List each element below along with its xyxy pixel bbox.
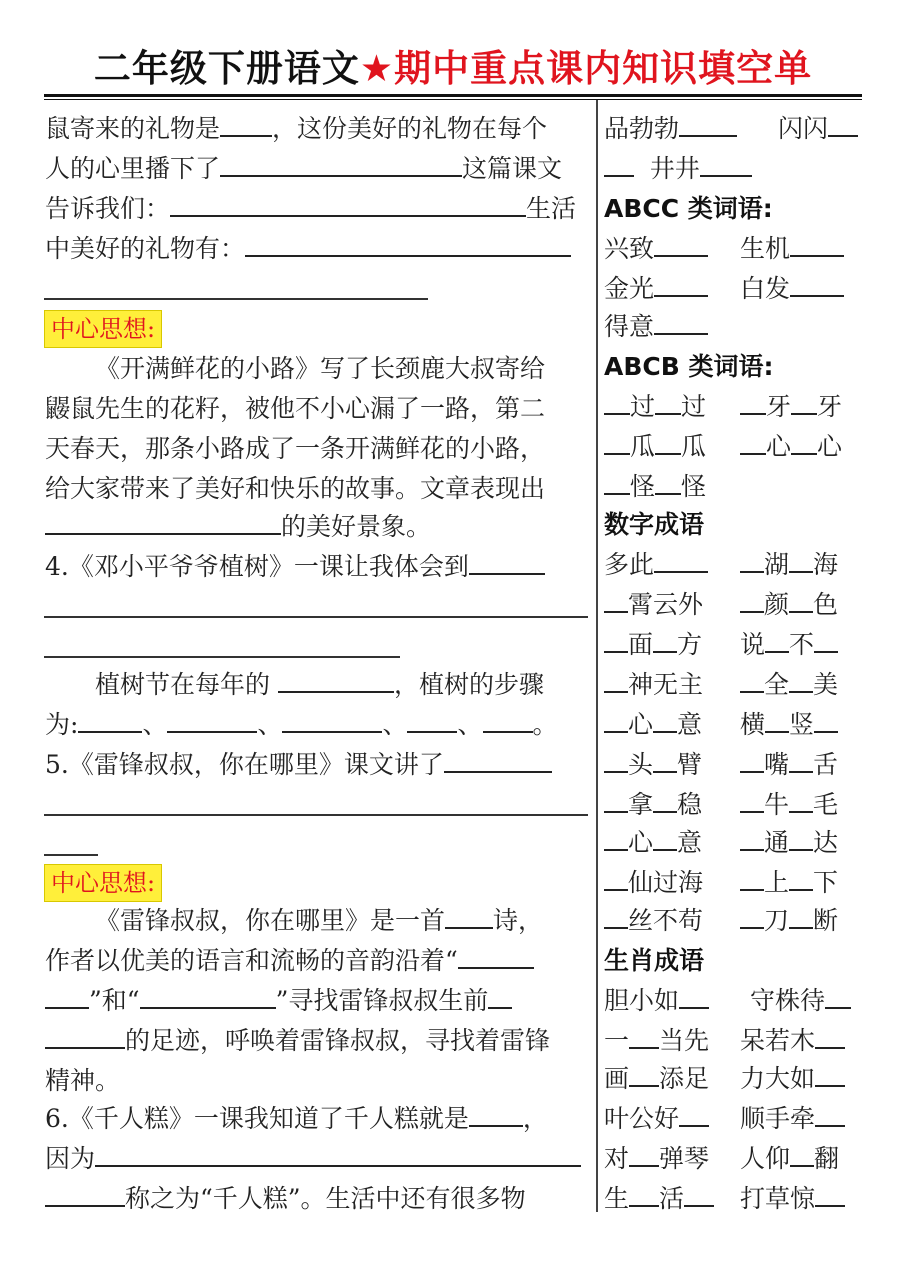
text: 心 <box>817 432 843 461</box>
poem-line-3 <box>45 984 590 1018</box>
title-rule <box>44 94 862 97</box>
zodiac-item <box>604 1142 709 1176</box>
text: 中美好的礼物有： <box>45 234 246 263</box>
blank[interactable] <box>604 827 628 851</box>
blank[interactable] <box>814 709 838 733</box>
idiom-item <box>604 588 703 622</box>
text: 白发 <box>740 274 791 303</box>
zodiac-item <box>604 1102 709 1136</box>
text: 心 <box>628 710 654 739</box>
title-red: 期中重点课内知识填空单 <box>394 47 813 90</box>
text: 闪闪 <box>778 114 829 143</box>
page-title <box>0 44 906 94</box>
blank[interactable] <box>444 749 552 773</box>
blank-line[interactable] <box>44 616 588 618</box>
idiom-item <box>740 548 838 582</box>
left-line-2 <box>45 152 590 186</box>
text: 胆小如 <box>604 986 680 1015</box>
text: 过 <box>630 392 656 421</box>
abcc-item <box>604 272 708 306</box>
text: 力大如 <box>740 1064 816 1093</box>
idiom-item <box>604 904 703 938</box>
text: 因为 <box>45 1144 96 1173</box>
blank[interactable] <box>95 1143 581 1167</box>
question-4 <box>45 550 590 584</box>
blank[interactable] <box>278 669 394 693</box>
text: 瓜 <box>681 432 707 461</box>
blank[interactable] <box>629 1063 659 1087</box>
blank[interactable] <box>445 905 493 929</box>
text: 作者以优美的语言和流畅的音韵沿着“ <box>45 946 458 975</box>
blank[interactable] <box>604 867 628 891</box>
text: 过 <box>681 392 707 421</box>
idiom-item <box>740 748 838 782</box>
blank-line[interactable] <box>44 298 428 300</box>
abcc-title: ABCC 类词语: <box>604 194 773 223</box>
text: 、 <box>457 710 483 739</box>
text: 生机 <box>740 234 791 263</box>
idiom-item <box>604 826 702 860</box>
text: 活 <box>659 1184 685 1213</box>
zodiac-item <box>740 1102 845 1136</box>
abcb-title: ABCB 类词语: <box>604 352 774 381</box>
text: 稳 <box>677 790 703 819</box>
text: 一 <box>604 1026 630 1055</box>
blank[interactable] <box>654 233 708 257</box>
text: 生 <box>604 1184 630 1213</box>
blank[interactable] <box>791 431 817 455</box>
abcb-item <box>740 430 842 464</box>
blank[interactable] <box>469 1103 523 1127</box>
text: 神无主 <box>628 670 704 699</box>
idiom-item <box>740 826 838 860</box>
text: 心 <box>628 828 654 857</box>
blank[interactable] <box>740 749 764 773</box>
blank[interactable] <box>679 985 709 1009</box>
abcc-item <box>604 310 708 344</box>
text: 毛 <box>813 790 839 819</box>
blank[interactable] <box>604 789 628 813</box>
text: 为: <box>45 710 79 739</box>
blank[interactable] <box>245 233 571 257</box>
blank[interactable] <box>790 273 844 297</box>
text: 色 <box>813 590 839 619</box>
text: 仙过海 <box>628 868 704 897</box>
idiom-item <box>740 628 838 662</box>
text: 生活 <box>526 194 577 223</box>
idiom-item <box>740 708 838 742</box>
abcb-item <box>604 470 706 504</box>
blank[interactable] <box>815 1025 845 1049</box>
title-rule-thin <box>44 99 862 100</box>
center-label-1: 中心思想: <box>44 310 162 348</box>
text: 湖 <box>764 550 790 579</box>
blank[interactable] <box>45 511 281 535</box>
blank[interactable] <box>789 749 813 773</box>
text: 告诉我们： <box>45 194 171 223</box>
blank[interactable] <box>700 153 752 177</box>
text: 诗， <box>493 906 544 935</box>
blank[interactable] <box>740 589 764 613</box>
text: 画 <box>604 1064 630 1093</box>
idiom-item <box>740 788 838 822</box>
text: 竖 <box>789 710 815 739</box>
blank[interactable] <box>679 1103 709 1127</box>
blank[interactable] <box>458 945 534 969</box>
text: 翻 <box>814 1144 840 1173</box>
text: 守株待 <box>750 986 826 1015</box>
blank[interactable] <box>604 629 628 653</box>
text: 颜 <box>764 590 790 619</box>
left-line-3 <box>45 192 590 226</box>
text: 顺手牵 <box>740 1104 816 1133</box>
idiom-item <box>740 588 838 622</box>
blank[interactable] <box>604 153 634 177</box>
text: 下 <box>813 868 839 897</box>
title-black: 二年级下册语文 <box>93 47 360 90</box>
text: 添足 <box>659 1064 710 1093</box>
idiom-item <box>604 708 702 742</box>
blank[interactable] <box>654 549 708 573</box>
text: 舌 <box>813 750 839 779</box>
text: 叶公好 <box>604 1104 680 1133</box>
text: 对 <box>604 1144 630 1173</box>
blank[interactable] <box>765 629 789 653</box>
poem-line-1 <box>45 904 640 938</box>
blank[interactable] <box>789 905 813 929</box>
abcb-item <box>740 390 842 424</box>
blank[interactable] <box>654 311 708 335</box>
blank[interactable] <box>789 549 813 573</box>
text: 人仰 <box>740 1144 791 1173</box>
text: 4.《邓小平爷爷植树》一课让我体会到 <box>45 552 469 581</box>
blank[interactable] <box>655 391 681 415</box>
idiom-item <box>604 548 708 582</box>
blank[interactable] <box>789 867 813 891</box>
zodiac-item <box>750 984 851 1018</box>
idiom-item <box>604 788 702 822</box>
text: 海 <box>813 550 839 579</box>
blank[interactable] <box>282 709 382 733</box>
tree-line-2 <box>45 708 590 742</box>
text: 美 <box>813 670 839 699</box>
blank[interactable] <box>791 391 817 415</box>
zodiac-item <box>604 1024 709 1058</box>
blank[interactable] <box>740 905 764 929</box>
zodiac-item <box>740 1182 845 1216</box>
text: 人的心里播下了 <box>45 154 221 183</box>
center-label-2: 中心思想: <box>44 864 162 902</box>
blank[interactable] <box>629 1183 659 1207</box>
text: 心 <box>766 432 792 461</box>
idiom-item <box>604 668 703 702</box>
text: 达 <box>813 828 839 857</box>
text: 金光 <box>604 274 655 303</box>
blank[interactable] <box>220 153 462 177</box>
idiom-item <box>604 748 702 782</box>
blank[interactable] <box>483 709 533 733</box>
blank[interactable] <box>604 669 628 693</box>
zodiac-item <box>740 1142 839 1176</box>
blank[interactable] <box>604 391 630 415</box>
question-6-line-3 <box>45 1182 590 1216</box>
column-divider <box>596 100 598 1212</box>
blank[interactable] <box>815 1063 845 1087</box>
blank[interactable] <box>604 589 628 613</box>
text: 牛 <box>764 790 790 819</box>
text: 牙 <box>766 392 792 421</box>
blank[interactable] <box>815 1183 845 1207</box>
blank[interactable] <box>790 233 844 257</box>
text: 的足迹，呼唤着雷锋叔叔，寻找着雷锋 <box>125 1026 551 1055</box>
text: 这篇课文 <box>462 154 563 183</box>
blank[interactable] <box>765 709 789 733</box>
right-top-2 <box>604 152 752 186</box>
question-5 <box>45 748 590 782</box>
blank[interactable] <box>789 669 813 693</box>
blank[interactable] <box>740 827 764 851</box>
blank[interactable] <box>45 1025 125 1049</box>
para-line <box>45 510 590 544</box>
blank-line[interactable] <box>44 854 98 856</box>
zodiac-idioms-title: 生肖成语 <box>604 946 705 975</box>
idiom-item <box>604 628 702 662</box>
blank[interactable] <box>825 985 851 1009</box>
blank[interactable] <box>604 905 628 929</box>
text: 丝不苟 <box>628 906 704 935</box>
text: 多此 <box>604 550 655 579</box>
abcc-item <box>604 232 708 266</box>
text: ，这份美好的礼物在每个 <box>272 114 548 143</box>
blank[interactable] <box>684 1183 714 1207</box>
blank[interactable] <box>789 827 813 851</box>
blank[interactable] <box>167 709 257 733</box>
blank[interactable] <box>790 1143 814 1167</box>
blank[interactable] <box>740 789 764 813</box>
blank[interactable] <box>653 629 677 653</box>
text: 说 <box>740 630 766 659</box>
blank[interactable] <box>740 669 764 693</box>
text: 6.《千人糕》一课我知道了千人糕就是 <box>45 1104 469 1133</box>
text: 称之为“千人糕”。生活中还有很多物 <box>125 1184 526 1213</box>
right-top-1b <box>778 112 858 146</box>
blank[interactable] <box>740 867 764 891</box>
text: 怪 <box>630 472 656 501</box>
text: 刀 <box>764 906 790 935</box>
blank[interactable] <box>629 1143 659 1167</box>
text: 的美好景象。 <box>281 512 432 541</box>
text: 呆若木 <box>740 1026 816 1055</box>
para-line: 鼹鼠先生的花籽，被他不小心漏了一路，第二 <box>45 394 546 423</box>
text: 方 <box>677 630 703 659</box>
text: 井井 <box>649 154 700 183</box>
text: 怪 <box>681 472 707 501</box>
blank[interactable] <box>45 985 89 1009</box>
blank[interactable] <box>815 1103 845 1127</box>
question-6 <box>45 1102 590 1136</box>
blank[interactable] <box>789 589 813 613</box>
text: 弹琴 <box>659 1144 710 1173</box>
tree-line-1 <box>45 668 640 702</box>
text: 、 <box>257 710 283 739</box>
star-icon: ★ <box>359 47 395 90</box>
zodiac-item <box>740 1062 845 1096</box>
text: ， <box>522 1104 548 1133</box>
text: 鼠寄来的礼物是 <box>45 114 221 143</box>
para-line: 天春天，那条小路成了一条开满鲜花的小路， <box>45 434 546 463</box>
blank-line[interactable] <box>44 656 400 658</box>
text: 头 <box>628 750 654 779</box>
text: 意 <box>677 710 703 739</box>
blank[interactable] <box>653 749 677 773</box>
blank[interactable] <box>653 827 677 851</box>
blank[interactable] <box>653 789 677 813</box>
zodiac-item <box>740 1024 845 1058</box>
abcc-item <box>740 272 844 306</box>
text: 不 <box>789 630 815 659</box>
blank[interactable] <box>740 431 766 455</box>
text: 霄云外 <box>628 590 704 619</box>
text: 全 <box>764 670 790 699</box>
blank[interactable] <box>140 985 276 1009</box>
text: ，植树的步骤 <box>393 670 544 699</box>
text: ”和“ <box>89 986 140 1015</box>
blank[interactable] <box>629 1025 659 1049</box>
blank[interactable] <box>740 391 766 415</box>
blank[interactable] <box>45 1183 125 1207</box>
zodiac-item <box>604 1182 714 1216</box>
blank[interactable] <box>653 709 677 733</box>
text: 《雷锋叔叔，你在哪里》是一首 <box>95 906 446 935</box>
idiom-item <box>604 866 703 900</box>
idiom-item <box>740 668 838 702</box>
text: 打草惊 <box>740 1184 816 1213</box>
blank[interactable] <box>679 113 737 137</box>
text: 植树节在每年的 <box>95 670 271 699</box>
poem-line-5: 精神。 <box>45 1066 121 1095</box>
blank[interactable] <box>654 273 708 297</box>
blank[interactable] <box>488 985 512 1009</box>
text: 嘴 <box>764 750 790 779</box>
text: 得意 <box>604 312 655 341</box>
text: 断 <box>813 906 839 935</box>
abcc-item <box>740 232 844 266</box>
text: 意 <box>677 828 703 857</box>
text: 拿 <box>628 790 654 819</box>
right-top-1 <box>604 112 737 146</box>
idiom-item <box>740 904 838 938</box>
blank[interactable] <box>220 113 272 137</box>
left-line-1 <box>45 112 590 146</box>
text: 、 <box>382 710 408 739</box>
text: 当先 <box>659 1026 710 1055</box>
poem-line-2 <box>45 944 590 978</box>
blank[interactable] <box>828 113 858 137</box>
abcb-item <box>604 390 706 424</box>
blank[interactable] <box>655 471 681 495</box>
blank[interactable] <box>655 431 681 455</box>
blank[interactable] <box>604 709 628 733</box>
blank[interactable] <box>814 629 838 653</box>
blank-line[interactable] <box>44 814 588 816</box>
text: 瓜 <box>630 432 656 461</box>
blank[interactable] <box>170 193 526 217</box>
text: 臂 <box>677 750 703 779</box>
blank[interactable] <box>740 549 764 573</box>
blank[interactable] <box>604 431 630 455</box>
text: ”寻找雷锋叔叔生前 <box>275 986 489 1015</box>
abcb-item <box>604 430 706 464</box>
text: 、 <box>142 710 168 739</box>
blank[interactable] <box>604 749 628 773</box>
blank[interactable] <box>469 551 545 575</box>
text: 通 <box>764 828 790 857</box>
poem-line-4 <box>45 1024 590 1058</box>
blank[interactable] <box>78 709 142 733</box>
text: 兴致 <box>604 234 655 263</box>
para-line: 《开满鲜花的小路》写了长颈鹿大叔寄给 <box>95 354 546 383</box>
blank[interactable] <box>789 789 813 813</box>
left-line-4 <box>45 232 590 266</box>
text: 5.《雷锋叔叔，你在哪里》课文讲了 <box>45 750 444 779</box>
text: 面 <box>628 630 654 659</box>
number-idioms-title: 数字成语 <box>604 510 705 539</box>
text: 牙 <box>817 392 843 421</box>
text: 横 <box>740 710 766 739</box>
text: 品勃勃 <box>604 114 680 143</box>
idiom-item <box>740 866 838 900</box>
zodiac-item <box>604 984 709 1018</box>
text: 。 <box>532 710 558 739</box>
text: 上 <box>764 868 790 897</box>
blank[interactable] <box>604 471 630 495</box>
question-6-line-2 <box>45 1142 590 1176</box>
para-line: 给大家带来了美好和快乐的故事。文章表现出 <box>45 474 546 503</box>
blank[interactable] <box>407 709 457 733</box>
zodiac-item <box>604 1062 709 1096</box>
